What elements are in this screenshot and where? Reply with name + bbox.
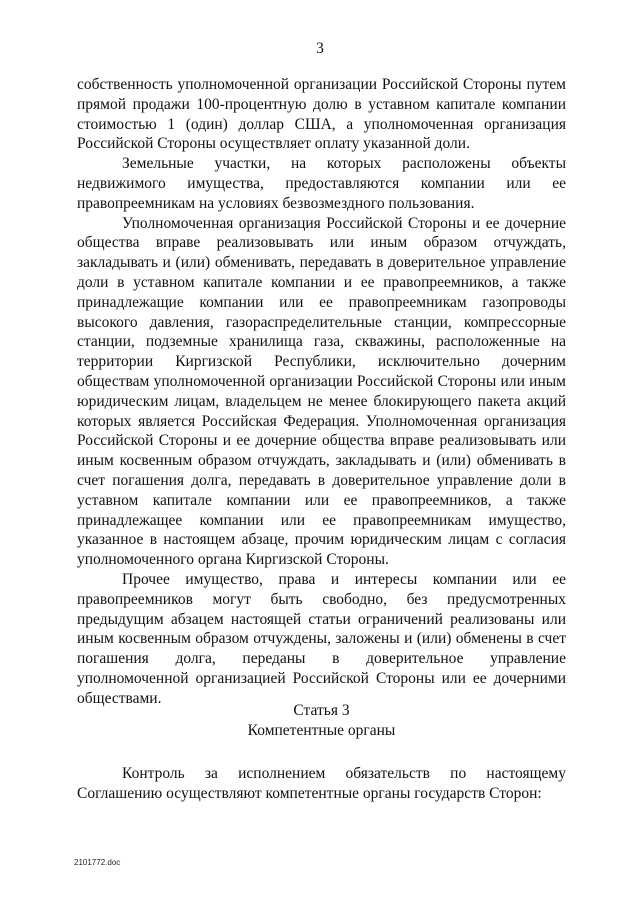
footer-filename: 2101772.doc: [74, 858, 121, 867]
article-title: Компетентные органы: [247, 721, 396, 739]
body-text: [77, 75, 566, 709]
paragraph-authorized-organization: Уполномоченная организация Российской Стороны и ее дочерние общества вправе реализовывать или иным образом отчуждать, закладывать и (или) обменивать, передавать в доверительное управление доли в уставном капитале компании и ее правопреемников, а также принадлежащие компании или ее правопреемникам газопроводы высокого давления, газораспределительные станции, компрессорные станции, подземные хранилища газа, скважины, расположенные на территории Киргизской Республики, исключительно дочерним обществам уполномоченной организации Российской Стороны или иным юридическим лицам, владельцем не менее блокирующего пакета акций которых является Российская Федерация. Уполномоченная организация Российской Стороны и ее дочерние общества вправе реализовывать или иным косвенным образом отчуждать, закладывать и (или) обменивать в счет погашения долга, передавать в доверительное управление доли в уставном капитале компании или ее правопреемников, а также принадлежащее компании или ее правопреемникам имущество, указанное в настоящем абзаце, прочим юридическим лицам с согласия уполномоченного органа Киргизской Стороны.: [77, 214, 566, 569]
article-number: Статья 3: [293, 702, 350, 719]
article-body: [77, 764, 566, 804]
article-paragraph: Контроль за исполнением обязательств по настоящему Соглашению осуществляют компетентные органы государств Сторон:: [77, 765, 566, 802]
paragraph-continuation: собственность уполномоченной организации Российской Стороны путем прямой продажи 100-процентную долю в уставном капитале компании стоимостью 1 (один) доллар США, а уполномоченная организация Российской Стороны осуществляет оплату указанной доли.: [77, 76, 566, 153]
article-heading: [77, 701, 566, 741]
paragraph-land-plots: Земельные участки, на которых расположены объекты недвижимого имущества, предоставляются компании или ее правопреемникам на условиях безвозмездного пользования.: [77, 155, 566, 212]
page-number: 3: [316, 40, 324, 57]
paragraph-other-property: Прочее имущество, права и интересы компании или ее правопреемников могут быть свободно, без предусмотренных предыдущим абзацем настоящей статьи ограничений реализованы или иным косвенным образом отчуждены, заложены и (или) обменены в счет погашения долга, переданы в доверительное управление уполномоченной организацией Российской Стороны или ее дочерними обществами.: [77, 570, 566, 707]
